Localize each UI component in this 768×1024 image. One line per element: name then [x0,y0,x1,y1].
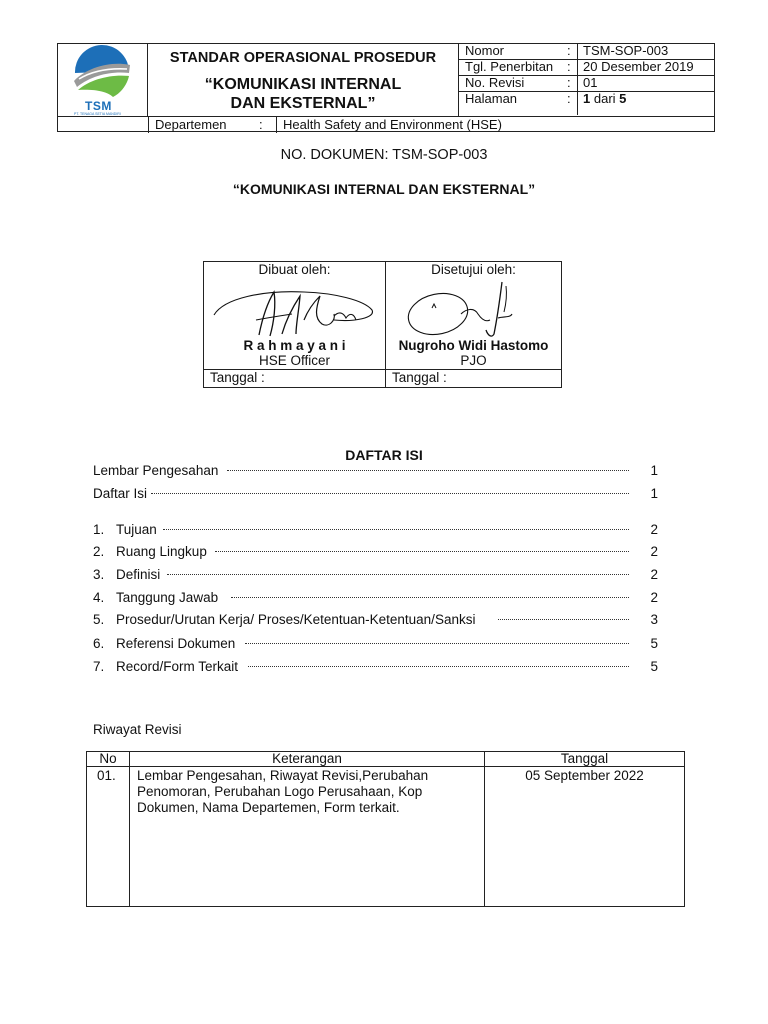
approved-by-name: Nugroho Widi Hastomo [398,338,549,353]
toc-item-label: Tanggung Jawab [116,590,219,605]
page-of: dari [593,91,616,106]
logo-subtext: PT. TENAGA SETIA MANDIRI [74,112,121,116]
toc-leader [215,551,629,552]
revision-row-no: 01. [97,768,116,783]
toc-item-page: 5 [650,636,658,651]
meta-row-no-revisi [459,75,715,92]
toc-leader [231,597,629,598]
toc-item-label: Definisi [116,567,161,582]
made-by-name: R a h m a y a n i [243,338,346,353]
page-current: 1 [583,91,591,106]
toc-item-number: 1. [93,522,105,537]
toc-leader [248,666,629,667]
toc-item-page: 1 [650,486,658,501]
signature-nugroho [386,274,561,344]
signature-rahmayani [204,280,385,340]
toc-item-label: Tujuan [116,522,157,537]
toc-leader [163,529,629,530]
department-colon: : [259,117,263,132]
toc-item-number: 5. [93,612,105,627]
toc-item [93,486,661,504]
toc-item-page: 2 [650,544,658,559]
meta-row-tgl-penerbitan [459,59,715,76]
toc-item [93,567,661,585]
revision-row-date: 05 September 2022 [525,768,644,783]
meta-colon: : [567,75,571,90]
meta-row-nomor [459,43,715,60]
meta-value-page [583,91,626,107]
approval-table [203,261,562,388]
meta-key: No. Revisi [465,75,525,90]
revision-row-desc [137,768,428,816]
toc-item-page: 2 [650,590,658,605]
meta-key: Nomor [465,43,505,58]
toc-leader [498,619,629,620]
meta-key: Halaman [465,91,518,106]
meta-value: 20 Desember 2019 [583,59,694,74]
toc-item [93,463,661,481]
meta-key: Tgl. Penerbitan [465,59,554,74]
toc-item-label: Ruang Lingkup [116,544,207,559]
approved-by-date-label: Tanggal : [392,370,447,385]
toc-leader [245,643,629,644]
toc-item-number: 3. [93,567,105,582]
revision-header-no: No [99,751,117,766]
toc-item-page: 1 [650,463,658,478]
toc-item-number: 2. [93,544,105,559]
logo-text: TSM [85,99,112,113]
toc-item-label: Record/Form Terkait [116,659,239,674]
page-total: 5 [619,91,627,106]
revision-table [86,751,685,907]
document-number: NO. DOKUMEN: TSM-SOP-003 [280,147,488,163]
toc-item-number: 4. [93,590,105,605]
toc-item-number: 6. [93,636,105,651]
toc-leader [151,493,629,494]
department-label: Departemen [155,117,227,132]
meta-value: TSM-SOP-003 [583,43,669,58]
toc-item-label: Prosedur/Urutan Kerja/ Proses/Ketentuan-Ketentuan/Sanksi [116,612,476,627]
revision-desc-line: Dokumen, Nama Departemen, Form terkait. [137,800,400,815]
toc-item-number: 7. [93,659,105,674]
toc-item-page: 5 [650,659,658,674]
toc-leader [227,470,629,471]
approved-by-role: PJO [460,353,487,368]
meta-colon: : [567,43,571,58]
meta-row-halaman [459,91,715,115]
made-by-label: Dibuat oleh: [258,262,331,277]
toc-item-page: 2 [650,567,658,582]
toc-item-page: 2 [650,522,658,537]
approved-by-label: Disetujui oleh: [431,262,516,277]
toc-item [93,590,661,608]
made-by-date-label: Tanggal : [210,370,265,385]
revision-header-date: Tanggal [560,751,609,766]
toc-title: DAFTAR ISI [345,447,423,463]
toc-item-label: Referensi Dokumen [116,636,236,651]
toc-item [93,522,661,540]
toc-item-page: 3 [650,612,658,627]
made-by-role: HSE Officer [258,353,331,368]
revision-history-label: Riwayat Revisi [93,722,182,737]
header-title-line1: STANDAR OPERASIONAL PROSEDUR [169,50,437,66]
revision-desc-line: Lembar Pengesahan, Riwayat Revisi,Perubahan [137,768,429,783]
meta-colon: : [567,91,571,106]
toc-leader [167,574,629,575]
department-value: Health Safety and Environment (HSE) [283,117,502,132]
header-title-line2: “KOMUNIKASI INTERNAL DAN EKSTERNAL” [204,76,402,112]
toc-item [93,659,661,677]
meta-colon: : [567,59,571,74]
toc-item [93,544,661,562]
toc-item [93,612,661,630]
toc-item [93,636,661,654]
revision-header-desc: Keterangan [272,751,342,766]
header-title-cell [148,43,459,116]
logo-cell [57,43,148,116]
toc-item-label: Daftar Isi [93,486,148,501]
document-title: “KOMUNIKASI INTERNAL DAN EKSTERNAL” [232,181,536,197]
department-row [57,116,715,133]
meta-value: 01 [583,75,598,90]
revision-desc-line: Penomoran, Perubahan Logo Perusahaan, Kop [137,784,423,799]
toc-item-label: Lembar Pengesahan [93,463,219,478]
